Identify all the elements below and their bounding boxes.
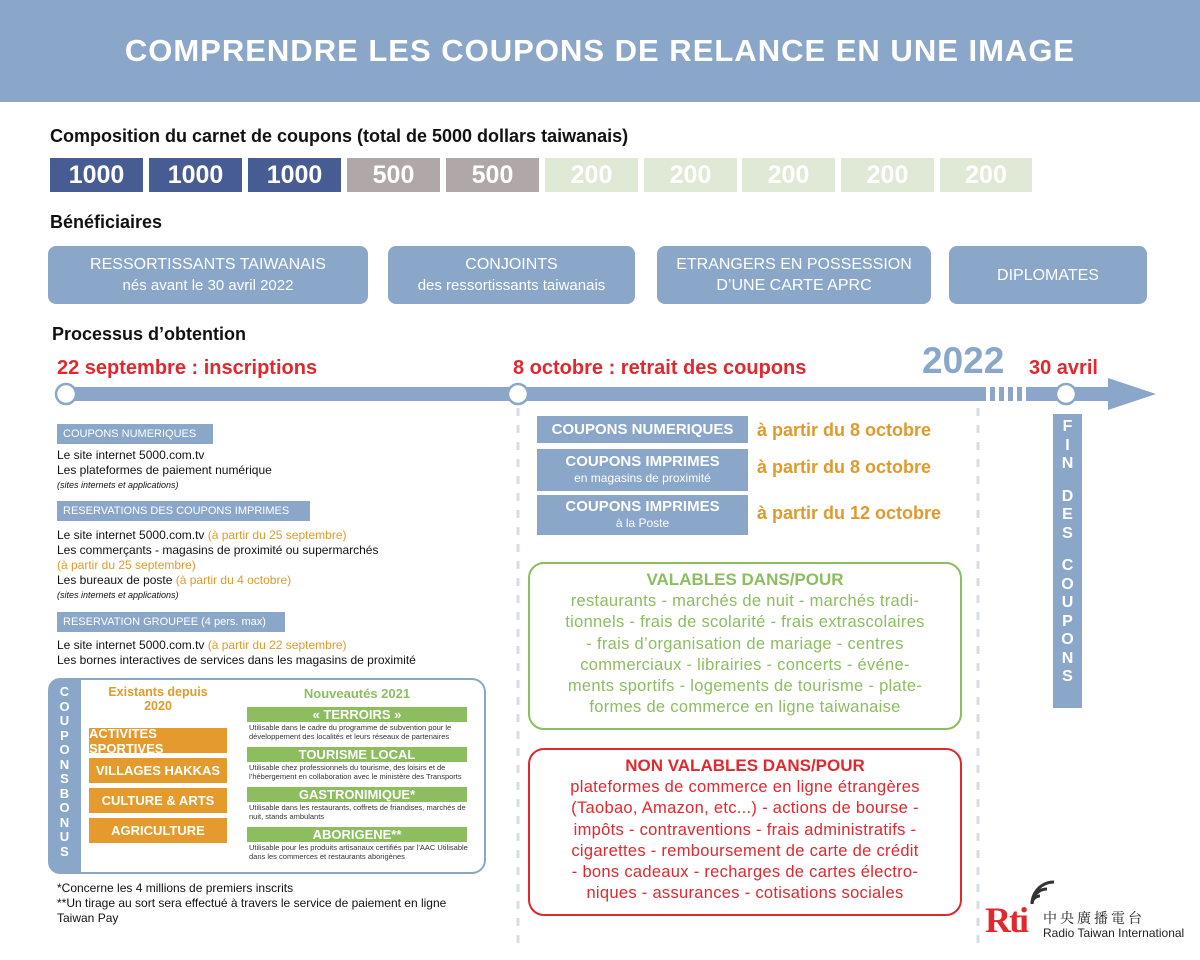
non-valables-title: NON VALABLES DANS/POUR: [625, 756, 865, 775]
timeline-dot: [56, 384, 76, 404]
text-line: formes de commerce en ligne taiwanaise: [589, 698, 901, 717]
timeline-dash: [1008, 387, 1013, 401]
text-line: - frais d’organisation de mariage - centres: [586, 634, 904, 653]
valables-box: [528, 562, 962, 730]
beneficiary-sublabel: D’UNE CARTE APRC: [716, 277, 872, 294]
coupon-chip: 200: [940, 158, 1032, 192]
v-letter: B: [59, 785, 70, 801]
timeline-dot: [508, 384, 528, 404]
beneficiaires-title: Bénéficiaires: [50, 212, 163, 232]
v-letter: C: [1061, 557, 1074, 574]
imprimes-text: [57, 528, 497, 603]
valables-title: VALABLES DANS/POUR: [646, 570, 844, 589]
bonus-nouveaute: GASTRONIMIQUE*: [247, 787, 467, 802]
timeline-dash: [1017, 387, 1022, 401]
step-retrait: 8 octobre : retrait des coupons: [513, 357, 807, 379]
coupon-chip: 500: [446, 158, 539, 192]
note: (sites internets et applications): [57, 590, 179, 600]
bonus-nouveaute: « TERROIRS »: [247, 707, 467, 722]
v-letter: S: [1062, 524, 1073, 542]
v-letter: N: [59, 814, 70, 830]
text-line: ments sportifs - logements de tourisme - plate-: [567, 677, 923, 696]
text-line: [57, 638, 497, 653]
page-title: COMPRENDRE LES COUPONS DE RELANCE EN UNE IMAGE: [0, 0, 1200, 102]
composition-title: Composition du carnet de coupons (total de 5000 dollars taiwanais): [50, 126, 629, 146]
non-valables-list: [530, 777, 960, 905]
coupon-chip: 1000: [248, 158, 341, 192]
note: (sites internets et applications): [57, 480, 179, 490]
date-note: (à partir du 25 septembre): [204, 528, 347, 542]
v-letter: U: [1061, 594, 1074, 611]
fin-des-coupons: [1053, 414, 1082, 708]
text-span: Le site internet 5000.com.tv: [57, 528, 205, 542]
beneficiary-label: ETRANGERS EN POSSESSION: [676, 256, 912, 273]
text-line: Les plateformes de paiement numérique: [57, 463, 272, 477]
bonus-nouveaute: ABORIGENE**: [247, 827, 467, 842]
groupee-label: RESERVATION GROUPEE (4 pers. max): [57, 612, 285, 632]
v-letter: U: [59, 713, 70, 728]
retrait-imprimes-poste: [537, 495, 748, 535]
text-line: [57, 573, 497, 588]
numeriques-text: [57, 448, 497, 493]
coupon-chip: 200: [644, 158, 737, 192]
v-letter: N: [1061, 455, 1074, 472]
broadcast-waves-icon: [1026, 880, 1066, 910]
coupon-chip: 1000: [50, 158, 143, 192]
coupon-chip: 200: [545, 158, 638, 192]
logo-mark: Rti: [985, 900, 1027, 940]
retrait-label: COUPONS IMPRIMES: [565, 498, 720, 515]
bonus-existant: ACTIVITES SPORTIVES: [89, 728, 227, 753]
beneficiary-label: RESSORTISSANTS TAIWANAIS: [90, 256, 326, 273]
processus-title: Processus d’obtention: [52, 324, 247, 344]
v-letter: O: [59, 698, 70, 714]
v-letter: S: [1062, 668, 1073, 685]
v-letter: U: [59, 829, 70, 844]
date-note: (à partir du 22 septembre): [204, 638, 347, 652]
text-line: plateformes de commerce en ligne étrangères: [570, 778, 920, 796]
v-letter: P: [1062, 612, 1073, 630]
v-letter: O: [59, 800, 70, 815]
bonus-nouveaute: TOURISME LOCAL: [247, 747, 467, 762]
bonus-nouveaute-desc: Utilisable chez professionnels du tourisme, des loisirs et de l’hébergement en collaboration avec le ministère des Transports: [249, 763, 462, 781]
text-line: [57, 528, 497, 543]
v-letter: O: [59, 742, 70, 757]
text-line: tionnels - frais de scolarité - frais extrascolaires: [565, 613, 925, 632]
v-letter: N: [1061, 649, 1074, 667]
logo-chinese: 中央廣播電台: [1043, 911, 1145, 927]
v-letter: S: [60, 771, 69, 786]
retrait-sub: à la Poste: [615, 516, 670, 530]
footnote: Taiwan Pay: [57, 911, 119, 925]
text-line: Le site internet 5000.com.tv: [57, 448, 205, 462]
timeline-dot: [1056, 384, 1076, 404]
logo-english: Radio Taiwan International: [1043, 926, 1185, 940]
retrait-sub: en magasins de proximité: [574, 471, 711, 485]
bonus-nouveaute-desc: Utilisable pour les produits artisanaux certifiés par l’AAC Utilisable dans les commerces et restaurants aborigènes: [249, 843, 468, 861]
timeline-dash: [999, 387, 1004, 401]
bonus-nouveaute-desc: Utilisable dans le cadre du programme de subvention pour le développement des localités et leurs réseaux de partenaires: [249, 723, 452, 741]
retrait-date: à partir du 12 octobre: [757, 503, 942, 523]
v-letter: N: [59, 756, 70, 772]
footnote: **Un tirage au sort sera effectué à travers le service de paiement en ligne: [57, 896, 447, 910]
text-line: cigarettes - remboursement de carte de crédit: [571, 841, 919, 860]
step-fin: 30 avril: [1029, 357, 1098, 379]
v-letter: E: [1062, 506, 1073, 523]
v-letter: S: [60, 843, 69, 859]
date-note: (à partir du 4 octobre): [172, 573, 292, 587]
bonus-existant: CULTURE & ARTS: [89, 788, 227, 813]
step-inscriptions: 22 septembre : inscriptions: [57, 357, 318, 379]
v-spacer: [1053, 543, 1082, 557]
timeline-arrow-icon: [1108, 378, 1156, 410]
bonus-existant: AGRICULTURE: [89, 818, 227, 843]
non-valables-box: [528, 748, 962, 916]
footnote: *Concerne les 4 millions de premiers inscrits: [57, 881, 294, 895]
retrait-date: à partir du 8 octobre: [757, 457, 932, 477]
v-letter: P: [60, 727, 69, 743]
coupon-chip: 200: [742, 158, 835, 192]
retrait-label: COUPONS IMPRIMES: [565, 453, 720, 470]
bonus-nouveaute-desc: Utilisable dans les restaurants, coffrets de friandises, marchés de nuit, stands ambulants: [249, 803, 466, 821]
v-letter: O: [1061, 631, 1074, 648]
text-span: Le site internet 5000.com.tv: [57, 638, 205, 652]
coupon-chip: 1000: [149, 158, 242, 192]
bonus-existant: VILLAGES HAKKAS: [89, 758, 227, 783]
retrait-date: à partir du 8 octobre: [757, 420, 932, 440]
text-line: impôts - contraventions - frais administratifs -: [573, 820, 917, 839]
timeline-dash: [990, 387, 995, 401]
text-line: Les commerçants - magasins de proximité ou supermarchés: [57, 543, 379, 557]
v-letter: I: [1065, 436, 1070, 454]
existants-title: Existants depuis 2020: [108, 685, 208, 713]
v-letter: C: [59, 684, 70, 699]
imprimes-label: RESERVATIONS DES COUPONS IMPRIMES: [57, 501, 310, 521]
v-letter: D: [1061, 487, 1074, 505]
retrait-label: COUPONS NUMERIQUES: [551, 421, 734, 438]
text-line: restaurants - marchés de nuit - marchés tradi-: [570, 592, 920, 610]
beneficiary-sublabel: nés avant le 30 avril 2022: [122, 277, 294, 294]
text-line: niques - assurances - cotisations sociales: [586, 884, 904, 903]
text-line: - bons cadeaux - recharges de cartes électro-: [571, 863, 919, 882]
date-note: (à partir du 25 septembre): [57, 558, 196, 572]
retrait-imprimes-magasins: [537, 449, 748, 491]
year-label: 2022: [922, 340, 1005, 381]
beneficiary-label: CONJOINTS: [465, 256, 558, 273]
valables-list: [530, 591, 960, 719]
v-letter: O: [1061, 575, 1074, 593]
text-line: Les bornes interactives de services dans les magasins de proximité: [57, 653, 416, 667]
bonus-vertical-label: [48, 678, 81, 874]
nouveautes-title: Nouveautés 2021: [303, 686, 411, 701]
text-line: commerciaux - librairies - concerts - événe-: [580, 655, 910, 674]
numeriques-label: COUPONS NUMERIQUES: [57, 424, 213, 444]
text-span: Les bureaux de poste: [57, 573, 173, 587]
text-line: (Taobao, Amazon, etc...) - actions de bourse -: [571, 799, 919, 818]
retrait-numeriques: [537, 416, 748, 443]
v-letter: F: [1062, 418, 1073, 435]
v-spacer: [1053, 474, 1082, 488]
groupee-text: [57, 638, 497, 668]
beneficiary-label: DIPLOMATES: [997, 266, 1099, 284]
coupon-chip: 200: [841, 158, 934, 192]
coupon-chip: 500: [347, 158, 440, 192]
footnotes: [57, 881, 507, 926]
beneficiary-sublabel: des ressortissants taiwanais: [417, 277, 606, 294]
